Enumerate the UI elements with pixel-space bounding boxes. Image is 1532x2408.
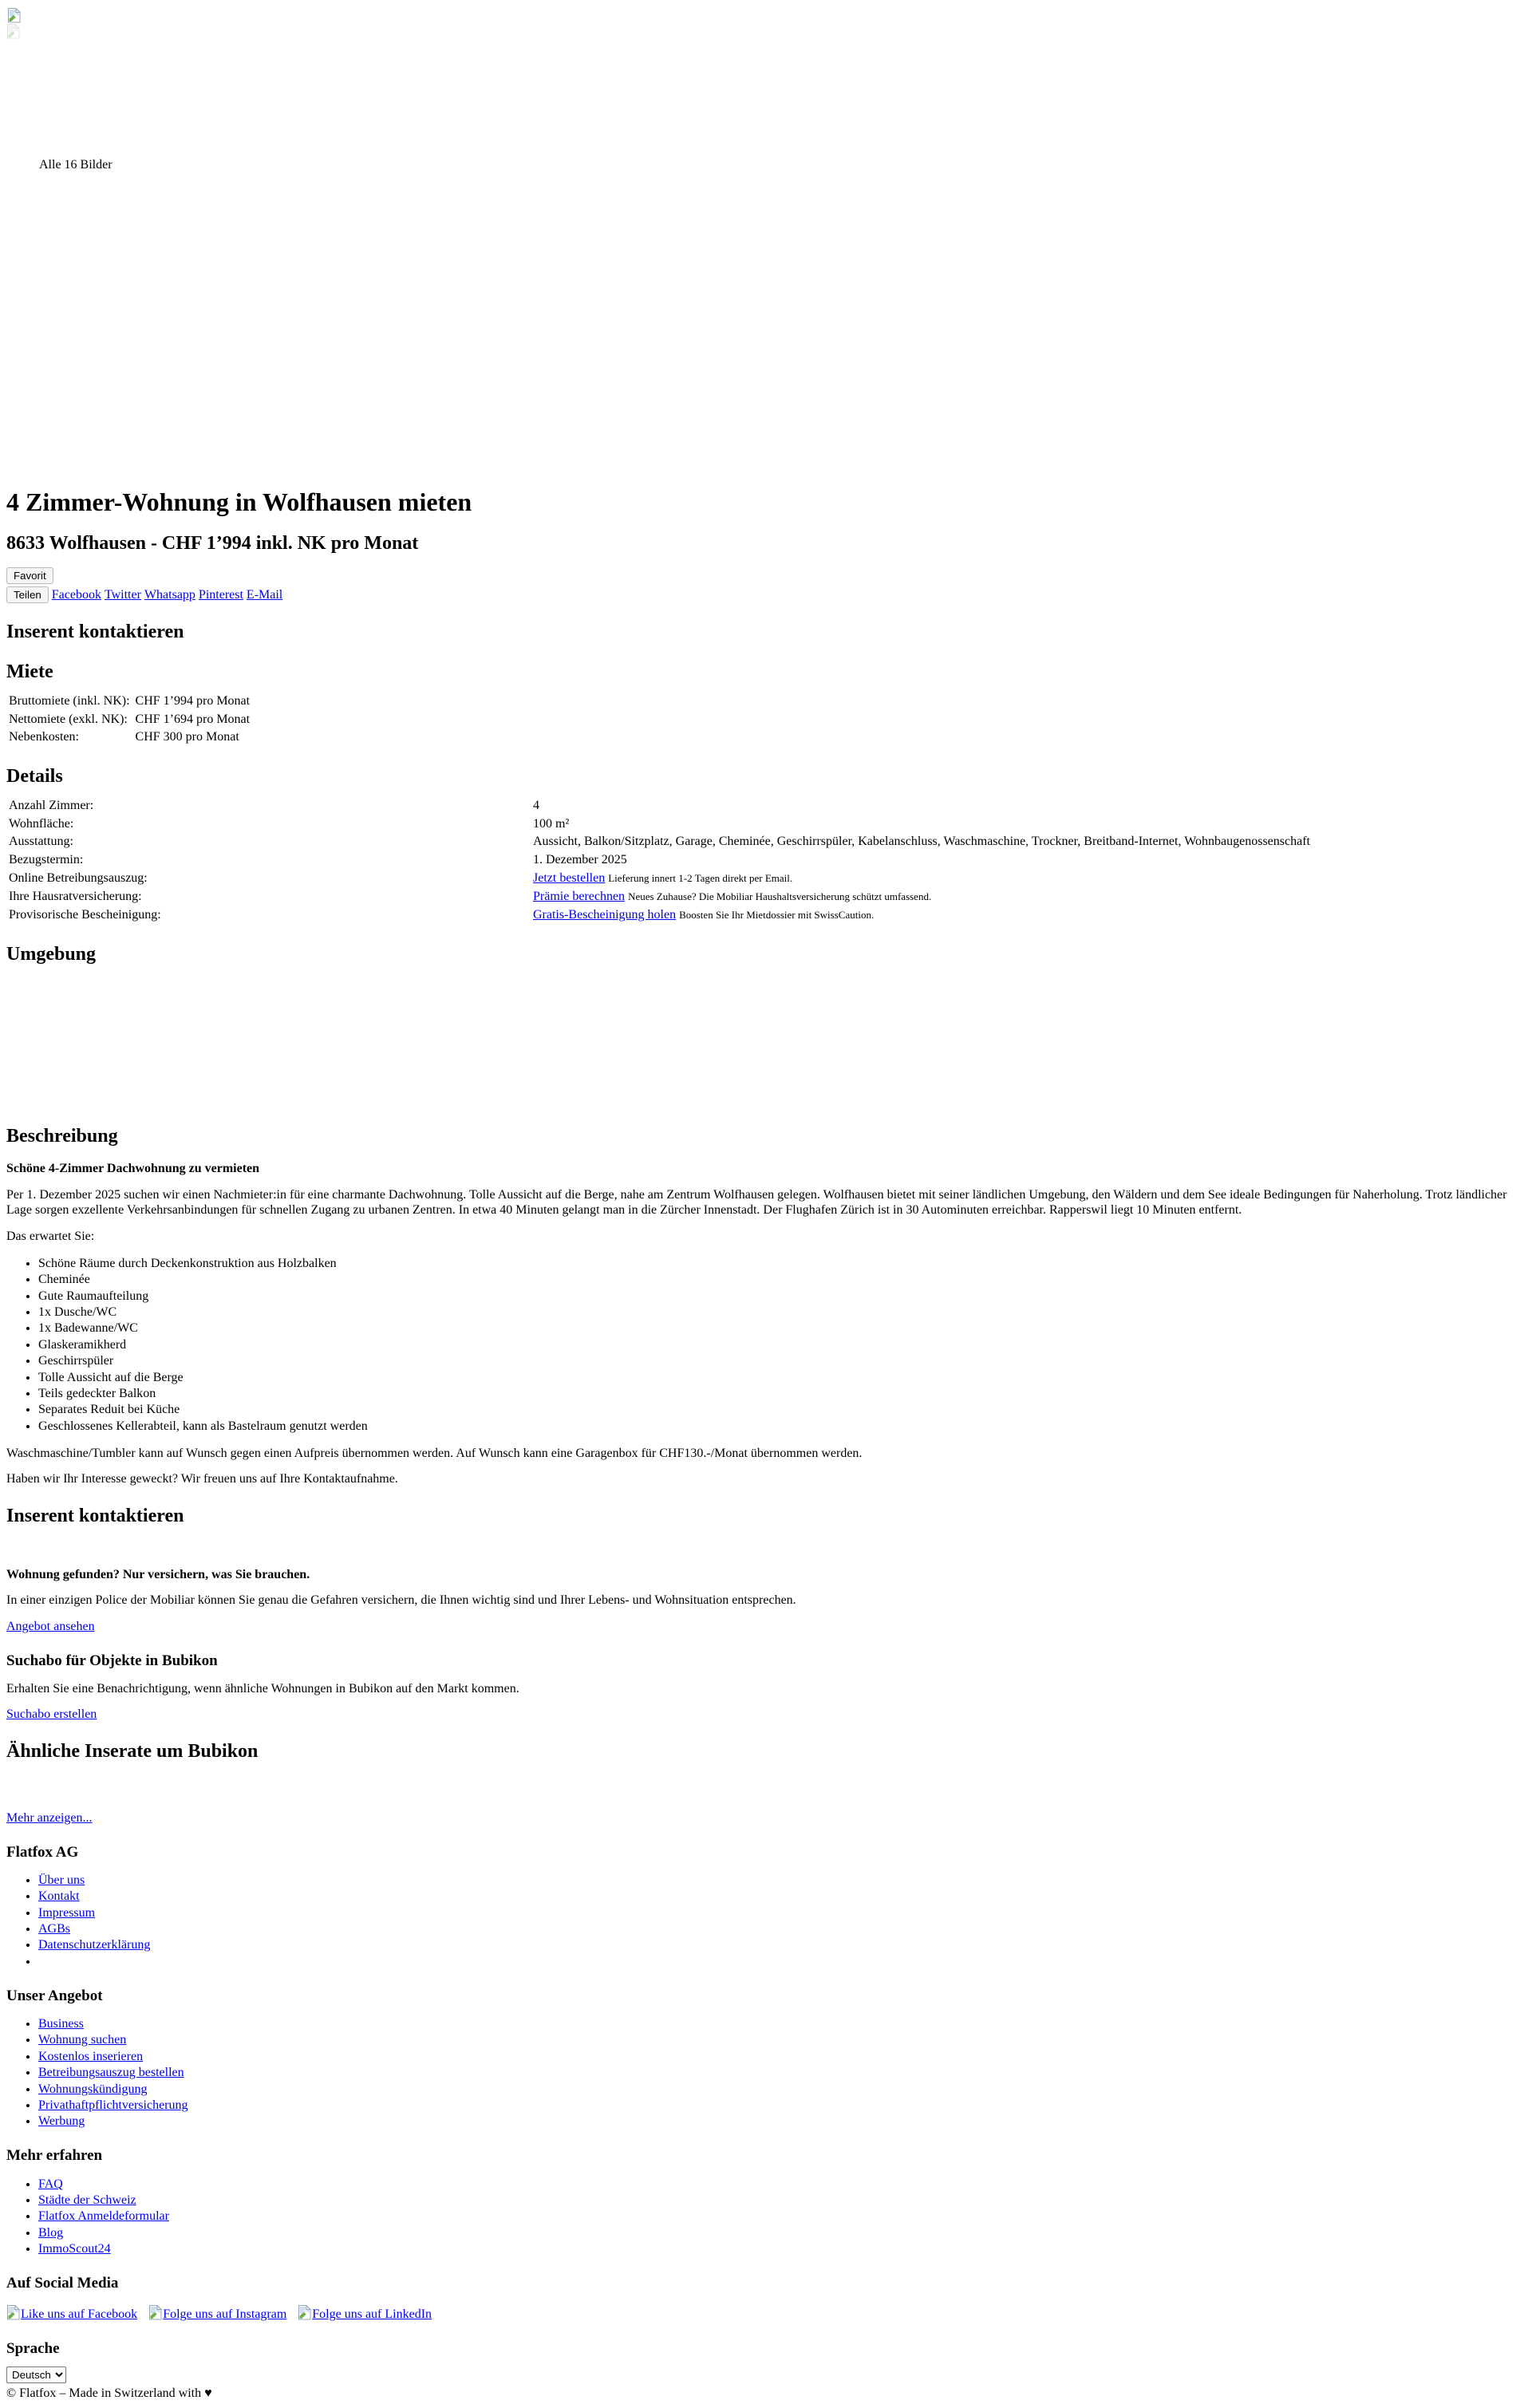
copyright-text: © Flatfox – Made in Switzerland with ♥ — [6, 2386, 212, 2400]
search-subscription-heading: Suchabo für Objekte in Bubikon — [6, 1652, 218, 1670]
table-row: Ihre Hausratversicherung: Prämie berechnen Neues Zuhause? Die Mobiliar Haushaltsversicherung schützt umfassend. — [9, 890, 932, 903]
description-heading: Beschreibung — [6, 1126, 118, 1147]
table-row: Online Betreibungsauszug: Jetzt bestellen Lieferung innert 1-2 Tagen direkt per Email. — [9, 871, 793, 886]
create-search-subscription-link[interactable]: Suchabo erstellen — [6, 1707, 97, 1722]
list-item — [38, 2242, 1526, 2257]
list-item: • Geschlossenes Kellerabteil, kann als Bastelraum genutzt werden — [38, 1419, 1526, 1435]
list-item: • Separates Reduit bei Küche — [38, 1403, 1526, 1418]
list-item — [38, 2114, 1526, 2130]
language-select[interactable] — [6, 2367, 66, 2383]
list-item: • 1x Dusche/WC — [38, 1305, 1526, 1320]
table-row: Anzahl Zimmer: 4 — [9, 798, 539, 812]
footer-link-imprint[interactable]: Impressum — [38, 1905, 96, 1920]
list-item — [38, 2193, 1526, 2209]
show-more-link[interactable]: Mehr anzeigen... — [6, 1810, 93, 1825]
table-row: Nettomiete (exkl. NK): CHF 1’694 pro Monat — [9, 712, 251, 726]
map-placeholder — [6, 973, 1526, 1107]
table-row: Bezugstermin: 1. Dezember 2025 — [9, 853, 627, 867]
footer-link-liability-insurance[interactable]: Privathaftpflichtversicherung — [38, 2098, 188, 2112]
list-item: • Gute Raumaufteilung — [38, 1289, 1526, 1305]
contact-heading: Inserent kontaktieren — [6, 622, 184, 643]
description-subtitle: Schöne 4-Zimmer Dachwohnung zu vermieten — [6, 1162, 260, 1176]
social-links-row — [6, 2305, 1526, 2323]
rent-table — [6, 692, 252, 748]
view-offer-link[interactable]: Angebot ansehen — [6, 1620, 95, 1634]
footer-offer-heading: Unser Angebot — [6, 1987, 103, 2004]
footer-learn-heading: Mehr erfahren — [6, 2147, 103, 2165]
footer-offer-list — [6, 2017, 1526, 2130]
list-item — [38, 2033, 1526, 2048]
listing-subtitle: 8633 Wolfhausen - CHF 1’994 inkl. NK pro Monat — [6, 532, 419, 554]
list-item — [38, 1938, 1526, 1953]
similar-listings-placeholder — [6, 1771, 1526, 1800]
list-item — [38, 2226, 1526, 2241]
footer-link-search-apartment[interactable]: Wohnung suchen — [38, 2033, 127, 2047]
all-images-link[interactable]: Alle 16 Bilder — [39, 158, 113, 172]
list-item: • Glaskeramikherd — [38, 1338, 1526, 1353]
page-title: 4 Zimmer-Wohnung in Wolfhausen mieten — [6, 488, 472, 516]
list-item: • Geschirrspüler — [38, 1354, 1526, 1369]
share-link-facebook[interactable]: Facebook — [51, 588, 101, 602]
table-row: Ausstattung: Aussicht, Balkon/Sitzplatz, Garage, Cheminée, Geschirrspüler, Kabelanschluss, Waschmaschine, Trockner, Breitband-Internet, Wohnbaugenossenschaft — [9, 835, 1310, 849]
broken-image-icon — [7, 8, 21, 23]
footer-company-list — [6, 1873, 1526, 1970]
list-item — [38, 2098, 1526, 2114]
action-note: Boosten Sie Ihr Mietdossier mit SwissCaution. — [679, 908, 875, 921]
footer-link-privacy[interactable]: Datenschutzerklärung — [38, 1938, 151, 1952]
footer-language-heading: Sprache — [6, 2340, 60, 2358]
listing-actions — [6, 567, 1526, 603]
footer-link-immoscout24[interactable]: ImmoScout24 — [38, 2242, 111, 2256]
footer-link-swiss-cities[interactable]: Städte der Schweiz — [38, 2193, 136, 2207]
broken-image-icon — [148, 2305, 162, 2320]
description-extra2: Haben wir Ihr Interesse geweckt? Wir freuen uns auf Ihre Kontaktaufnahme. — [6, 1472, 398, 1486]
list-item — [38, 1906, 1526, 1921]
footer-link-faq[interactable]: FAQ — [38, 2177, 63, 2191]
action-note: Lieferung innert 1-2 Tagen direkt per Email. — [608, 872, 793, 885]
footer-link-blog[interactable]: Blog — [38, 2225, 64, 2240]
feature-list — [6, 1257, 1526, 1435]
details-heading: Details — [6, 766, 63, 788]
list-item — [38, 1889, 1526, 1905]
list-item — [38, 2017, 1526, 2032]
footer-link-advertising[interactable]: Werbung — [38, 2114, 85, 2129]
footer-link-debt-extract[interactable]: Betreibungsauszug bestellen — [38, 2066, 184, 2080]
insurance-title: Wohnung gefunden? Nur versichern, was Sie brauchen. — [6, 1567, 310, 1581]
broken-image-icon — [298, 2305, 311, 2320]
share-link-whatsapp[interactable]: Whatsapp — [144, 588, 195, 602]
footer-link-terms[interactable]: AGBs — [38, 1922, 71, 1936]
table-row: Nebenkosten: CHF 300 pro Monat — [9, 730, 239, 744]
free-certificate-link[interactable]: Gratis-Bescheinigung holen — [533, 907, 677, 922]
calculate-premium-link[interactable]: Prämie berechnen — [533, 890, 626, 903]
description-intro: Per 1. Dezember 2025 suchen wir einen Nachmieter:in für eine charmante Dachwohnung. Tolle Aussicht auf die Berge, nahe am Zentrum Wolfhausen gelegen. Wolfhausen bietet mit seiner ländlichen Umgebung, den Wäldern und dem See ideale Bedingungen für Naherholung. Trotz ländlicher Lage sorgen exzellente Verkehrsanbindungen für schnellen Zugang zu urbanen Zentren. In etwa 40 Minuten gelangt man in die Zürcher Innenstadt. Der Flughafen Zürich ist in 30 Autominuten erreichbar. Rapperswil liegt 10 Minuten entfernt. — [6, 1188, 1507, 1218]
description-extra1: Waschmaschine/Tumbler kann auf Wunsch gegen einen Aufpreis übernommen werden. Auf Wunsch kann eine Garagenbox für CHF130.-/Monat übernommen werden. — [6, 1446, 863, 1460]
linkedin-link[interactable]: Folge uns auf LinkedIn — [298, 2307, 432, 2321]
footer-link-business[interactable]: Business — [38, 2017, 84, 2031]
rent-heading: Miete — [6, 661, 53, 683]
contact-form-placeholder — [6, 1536, 1526, 1553]
list-item — [38, 1873, 1526, 1889]
list-item: • Tolle Aussicht auf die Berge — [38, 1371, 1526, 1386]
list-item — [38, 2066, 1526, 2081]
share-row — [6, 586, 1526, 603]
description-expect-label: Das erwartet Sie: — [6, 1230, 95, 1243]
instagram-link[interactable]: Folge uns auf Instagram — [148, 2307, 286, 2321]
share-link-twitter[interactable]: Twitter — [104, 588, 141, 602]
list-item — [38, 2209, 1526, 2224]
contact-heading-2: Inserent kontaktieren — [6, 1506, 184, 1527]
action-note: Neues Zuhause? Die Mobiliar Haushaltsversicherung schützt umfassend. — [628, 890, 932, 902]
footer-learn-list — [6, 2177, 1526, 2257]
broken-image-icon — [6, 2305, 20, 2320]
footer-link-about[interactable]: Über uns — [38, 1873, 85, 1887]
list-item: • Schöne Räume durch Deckenkonstruktion aus Holzbalken — [38, 1257, 1526, 1272]
footer-social-heading: Auf Social Media — [6, 2275, 119, 2292]
footer-link-termination[interactable]: Wohnungskündigung — [38, 2082, 148, 2096]
details-table — [6, 796, 1313, 926]
share-button[interactable]: Teilen — [6, 586, 49, 603]
list-item — [38, 2082, 1526, 2098]
list-item — [38, 2050, 1526, 2065]
facebook-link[interactable]: Like uns auf Facebook — [6, 2307, 137, 2321]
share-link-email[interactable]: E-Mail — [246, 588, 283, 602]
share-link-pinterest[interactable]: Pinterest — [198, 588, 243, 602]
similar-listings-heading: Ähnliche Inserate um Bubikon — [6, 1741, 259, 1763]
footer-link-advertise-free[interactable]: Kostenlos inserieren — [38, 2049, 144, 2063]
list-item: • Cheminée — [38, 1273, 1526, 1288]
footer-link-empty — [38, 1955, 1526, 1970]
surroundings-heading: Umgebung — [6, 943, 97, 965]
list-item — [38, 1922, 1526, 1937]
table-row: Wohnfläche: 100 m² — [9, 816, 570, 831]
list-item: • Teils gedeckter Balkon — [38, 1387, 1526, 1402]
list-item — [38, 2177, 1526, 2193]
image-gallery — [6, 6, 1526, 488]
table-row: Bruttomiete (inkl. NK): CHF 1’994 pro Monat — [9, 693, 251, 708]
footer-link-signup-form[interactable]: Flatfox Anmeldeformular — [38, 2209, 169, 2224]
order-debt-extract-link[interactable]: Jetzt bestellen — [533, 871, 606, 886]
footer-company-heading: Flatfox AG — [6, 1843, 79, 1861]
list-item: • 1x Badewanne/WC — [38, 1321, 1526, 1336]
favorite-button[interactable]: Favorit — [6, 567, 53, 584]
table-row: Provisorische Bescheinigung: Gratis-Bescheinigung holen Boosten Sie Ihr Mietdossier mit SwissCaution. — [9, 907, 875, 922]
footer-link-contact[interactable]: Kontakt — [38, 1889, 80, 1904]
insurance-text: In einer einzigen Police der Mobiliar können Sie genau die Gefahren versichern, die Ihnen wichtig sind und Ihrer Lebens- und Wohnsituation entsprechen. — [6, 1593, 796, 1608]
search-subscription-text: Erhalten Sie eine Benachrichtigung, wenn ähnliche Wohnungen in Bubikon auf den Markt kommen. — [6, 1681, 519, 1695]
broken-image-icon — [6, 24, 20, 39]
